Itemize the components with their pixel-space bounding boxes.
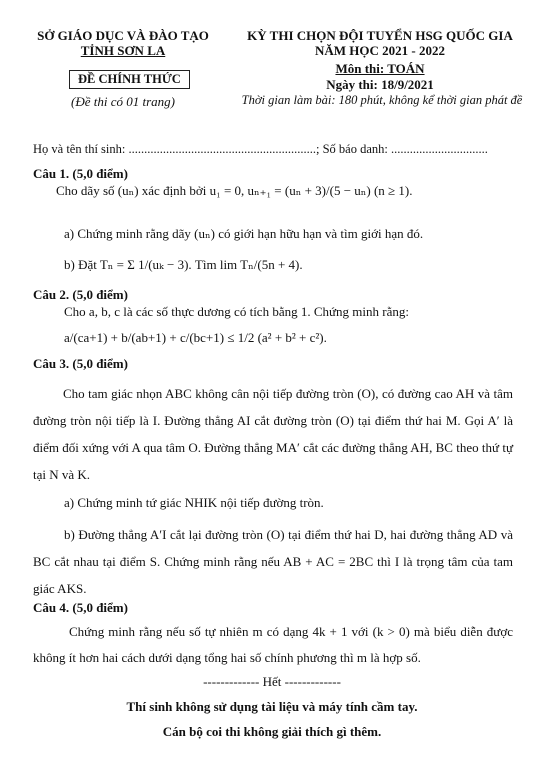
- q1-title: Câu 1. (5,0 điểm): [33, 166, 128, 181]
- exam-name: KỲ THI CHỌN ĐỘI TUYỂN HSG QUỐC GIA: [247, 28, 513, 43]
- q3-part-a: a) Chứng minh tứ giác NHIK nội tiếp đường tròn.: [64, 495, 324, 510]
- q3-title: Câu 3. (5,0 điểm): [33, 356, 128, 371]
- candidate-line: Họ và tên thí sinh: ............................................................; Số báo danh: ...............................: [33, 142, 488, 156]
- department-name: SỞ GIÁO DỤC VÀ ĐÀO TẠO: [37, 28, 209, 43]
- school-year: NĂM HỌC 2021 - 2022: [315, 43, 445, 58]
- subject: Môn thi: TOÁN: [335, 61, 425, 76]
- q1-part-a: a) Chứng minh rằng dãy (uₙ) có giới hạn hữu hạn và tìm giới hạn đó.: [64, 226, 424, 241]
- q1-intro: Cho dãy số (uₙ) xác định bởi u₁ = 0, uₙ₊₁ = (uₙ + 3)/(5 − uₙ) (n ≥ 1).: [56, 183, 413, 198]
- official-badge: ĐỀ CHÍNH THỨC: [69, 70, 190, 89]
- footer-note-2: Cán bộ coi thi không giải thích gì thêm.: [162, 724, 382, 739]
- q2-formula: a/(ca+1) + b/(ab+1) + c/(bc+1) ≤ 1/2 (a² + b² + c²).: [64, 330, 327, 345]
- q3-paragraph: Cho tam giác nhọn ABC không cân nội tiếp đường tròn (O), có đường cao AH và tâm đường tròn nội tiếp là I. Đường thẳng AI cắt đường tròn (O) tại điểm thứ hai M. Gọi A′ là điểm đối xứng với A qua tâm O. Đường thẳng MA′ cắt các đường thẳng AH, BC theo thứ tự tại N và K.: [33, 386, 513, 482]
- province-name: TỈNH SƠN LA: [80, 43, 166, 58]
- q4-title: Câu 4. (5,0 điểm): [33, 600, 128, 615]
- q2-title: Câu 2. (5,0 điểm): [33, 287, 128, 302]
- q3-part-b: b) Đường thẳng A′I cắt lại đường tròn (O) tại điểm thứ hai D, hai đường thẳng AD và BC cắt nhau tại điểm S. Chứng minh rằng nếu AB + AC = 2BC thì I là trọng tâm của tam giác AKS.: [33, 527, 513, 596]
- page-count: (Đề thi có 01 trang): [71, 94, 175, 109]
- footer-note-1: Thí sinh không sử dụng tài liệu và máy tính cầm tay.: [126, 699, 418, 714]
- q2-intro: Cho a, b, c là các số thực dương có tích bằng 1. Chứng minh rằng:: [64, 304, 409, 319]
- time-limit: Thời gian làm bài: 180 phút, không kể thời gian phát đề: [241, 93, 523, 107]
- exam-date: Ngày thi: 18/9/2021: [326, 77, 434, 92]
- q1-part-b: b) Đặt Tₙ = Σ 1/(uₖ − 3). Tìm lim Tₙ/(5n + 4).: [64, 257, 303, 272]
- q4-paragraph: Chứng minh rằng nếu số tự nhiên m có dạng 4k + 1 với (k > 0) mà biểu diễn được không ít hơn hai cách dưới dạng tổng hai số chính phương thì m là hợp số.: [33, 624, 513, 665]
- end-marker: ------------- Hết -------------: [203, 674, 341, 689]
